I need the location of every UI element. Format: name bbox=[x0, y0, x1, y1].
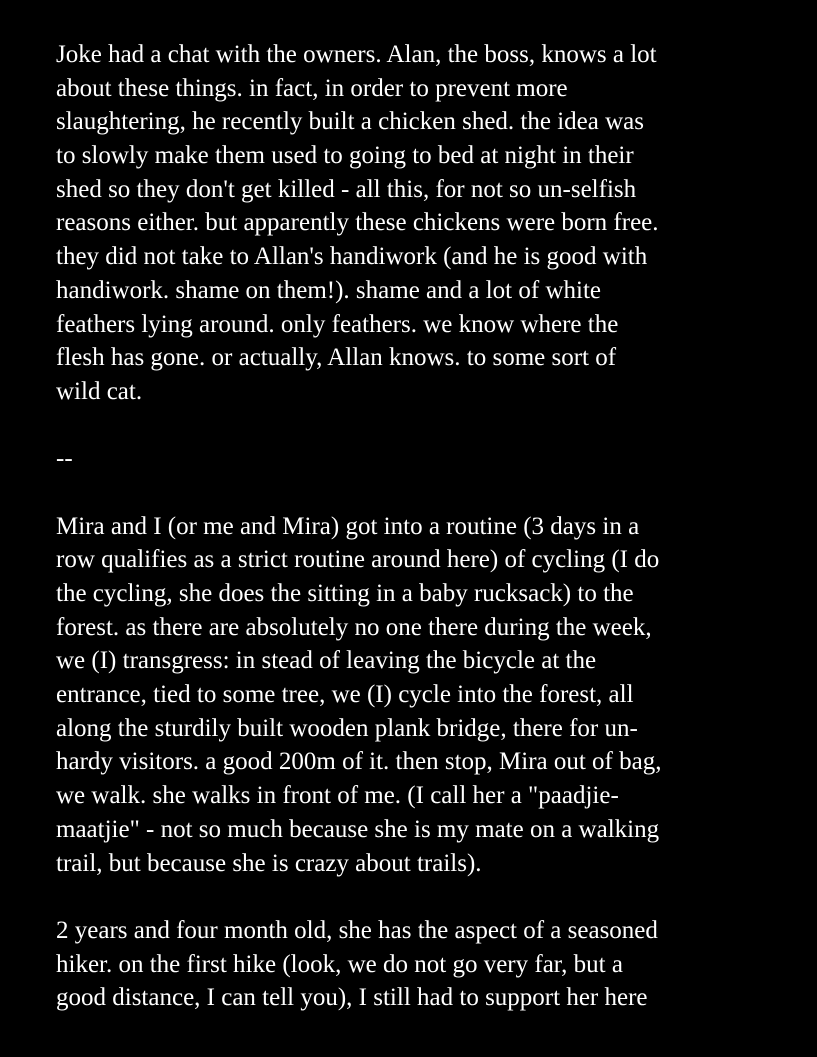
text-line: forest. as there are absolutely no one there during the week, bbox=[56, 613, 652, 641]
section-separator bbox=[56, 442, 776, 476]
text-line: hiker. on the first hike (look, we do not go very far, but a bbox=[56, 950, 623, 978]
text-line: Mira and I (or me and Mira) got into a routine (3 days in a bbox=[56, 512, 640, 540]
paragraph-cycling-routine bbox=[56, 510, 776, 881]
paragraph-spacer bbox=[56, 409, 776, 443]
text-line: shed so they don't get killed - all this, for not so un-selfish bbox=[56, 175, 637, 203]
paragraph-spacer bbox=[56, 880, 776, 914]
text-line: feathers lying around. only feathers. we know where the bbox=[56, 310, 619, 338]
paragraph-hiker bbox=[56, 914, 776, 1015]
text-line: Joke had a chat with the owners. Alan, the boss, knows a lot bbox=[56, 41, 657, 68]
text-line: to slowly make them used to going to bed at night in their bbox=[56, 142, 634, 170]
text-line: we walk. she walks in front of me. (I call her a "paadjie- bbox=[56, 782, 619, 810]
text-line: about these things. in fact, in order to prevent more bbox=[56, 74, 568, 102]
text-line: wild cat. bbox=[56, 377, 143, 405]
paragraph-chicken-shed bbox=[56, 38, 776, 409]
text-line: they did not take to Allan's handiwork (and he is good with bbox=[56, 243, 648, 271]
document-body bbox=[56, 38, 776, 1015]
text-line: handiwork. shame on them!). shame and a lot of white bbox=[56, 276, 601, 304]
text-line: good distance, I can tell you), I still had to support her here bbox=[56, 984, 648, 1012]
text-line: row qualifies as a strict routine around here) of cycling (I do bbox=[56, 546, 660, 574]
text-line: we (I) transgress: in stead of leaving the bicycle at the bbox=[56, 647, 597, 675]
text-line: reasons either. but apparently these chickens were born free. bbox=[56, 209, 659, 237]
text-line: 2 years and four month old, she has the aspect of a seasoned bbox=[56, 916, 658, 944]
text-line: entrance, tied to some tree, we (I) cycle into the forest, all bbox=[56, 681, 634, 709]
text-line: trail, but because she is crazy about trails). bbox=[56, 849, 482, 877]
text-line: hardy visitors. a good 200m of it. then stop, Mira out of bag, bbox=[56, 748, 662, 776]
text-line: along the sturdily built wooden plank bridge, there for un- bbox=[56, 714, 638, 742]
text-line: the cycling, she does the sitting in a baby rucksack) to the bbox=[56, 580, 634, 607]
paragraph-spacer bbox=[56, 476, 776, 510]
text-line: slaughtering, he recently built a chicken shed. the idea was bbox=[56, 108, 644, 136]
text-line: flesh has gone. or actually, Allan knows. to some sort of bbox=[56, 344, 617, 372]
separator-dashes: -- bbox=[56, 445, 73, 473]
text-line: maatjie" - not so much because she is my mate on a walking bbox=[56, 815, 660, 843]
